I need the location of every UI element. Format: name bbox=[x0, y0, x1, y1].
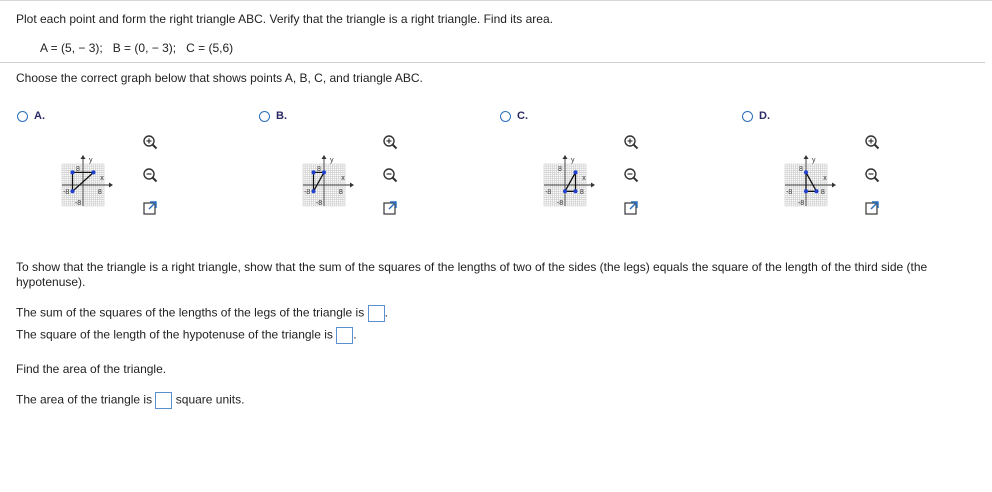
option-b-label: B. bbox=[276, 110, 287, 122]
right-triangle-explanation: To show that the triangle is a right triangle, show that the sum of the squares of the lengths of two of the sides (the legs) equals the square of the length of the third side (the hypotenuse). bbox=[16, 260, 928, 289]
y-min-tick-label: -8 bbox=[556, 199, 564, 207]
triangle-vertex bbox=[815, 189, 819, 193]
triangle-vertex bbox=[71, 189, 75, 193]
sum-legs-row bbox=[16, 305, 388, 322]
magnifier-handle bbox=[634, 145, 638, 149]
magnifier-handle bbox=[153, 178, 157, 182]
point-b: B = (0, − 3); bbox=[112, 41, 177, 55]
triangle-vertex bbox=[312, 170, 316, 174]
x-max-tick-label: 8 bbox=[97, 189, 102, 196]
zoom-in-icon[interactable] bbox=[141, 133, 159, 151]
y-axis-arrow bbox=[81, 155, 86, 159]
y-min-tick-label: -8 bbox=[797, 199, 805, 207]
zoom-in-icon-glyph bbox=[382, 134, 398, 150]
x-axis-arrow bbox=[109, 183, 113, 188]
choose-graph-text: Choose the correct graph below that shows points A, B, C, and triangle ABC. bbox=[16, 71, 423, 85]
popout-icon-glyph bbox=[864, 200, 880, 216]
y-axis-label: y bbox=[812, 157, 816, 164]
area-input[interactable] bbox=[155, 392, 172, 409]
x-axis-label: x bbox=[823, 175, 827, 182]
zoom-out-icon[interactable] bbox=[141, 166, 159, 184]
zoom-in-icon-glyph bbox=[864, 134, 880, 150]
zoom-out-icon-glyph bbox=[623, 167, 639, 183]
magnifier-handle bbox=[875, 145, 879, 149]
y-max-tick-label: 8 bbox=[558, 166, 562, 174]
graph-b bbox=[279, 130, 369, 225]
triangle bbox=[314, 172, 325, 191]
triangle-vertex bbox=[322, 170, 326, 174]
y-max-tick-label: 8 bbox=[317, 166, 321, 174]
sum-legs-label: The sum of the squares of the lengths of the legs of the triangle is bbox=[16, 305, 365, 320]
points-list bbox=[40, 41, 233, 55]
popout-icon[interactable] bbox=[863, 199, 881, 217]
option-a-label: A. bbox=[34, 110, 45, 122]
hypotenuse-input[interactable] bbox=[336, 327, 353, 344]
area-units: square units. bbox=[175, 392, 245, 407]
zoom-in-icon[interactable] bbox=[622, 133, 640, 151]
divider bbox=[0, 62, 985, 63]
x-max-tick-label: 8 bbox=[579, 189, 584, 196]
zoom-out-icon[interactable] bbox=[863, 166, 881, 184]
x-axis-arrow bbox=[350, 183, 354, 188]
option-d[interactable] bbox=[742, 109, 770, 123]
triangle-vertex bbox=[71, 170, 75, 174]
popout-icon[interactable] bbox=[381, 199, 399, 217]
option-c-label: C. bbox=[517, 110, 528, 122]
top-border bbox=[0, 0, 992, 1]
option-c[interactable] bbox=[500, 109, 528, 123]
y-axis-arrow bbox=[563, 155, 568, 159]
zoom-in-icon-glyph bbox=[623, 134, 639, 150]
magnifier-handle bbox=[634, 178, 638, 182]
question-instruction: Plot each point and form the right triangle ABC. Verify that the triangle is a right triangle. Find its area. bbox=[16, 12, 553, 26]
y-axis-arrow bbox=[322, 155, 327, 159]
triangle-vertex bbox=[804, 189, 808, 193]
radio-d[interactable] bbox=[742, 111, 753, 122]
triangle-vertex bbox=[574, 189, 578, 193]
sum-legs-input[interactable] bbox=[368, 305, 385, 322]
radio-b[interactable] bbox=[259, 111, 270, 122]
y-axis-arrow bbox=[804, 155, 809, 159]
popout-icon-glyph bbox=[382, 200, 398, 216]
hypotenuse-label: The square of the length of the hypotenuse of the triangle is bbox=[16, 327, 333, 342]
area-label: The area of the triangle is bbox=[16, 392, 153, 407]
triangle-vertex bbox=[563, 189, 567, 193]
zoom-in-icon-glyph bbox=[142, 134, 158, 150]
popout-icon[interactable] bbox=[141, 199, 159, 217]
magnifier-handle bbox=[393, 145, 397, 149]
x-axis-arrow bbox=[591, 183, 595, 188]
option-a[interactable] bbox=[17, 109, 45, 123]
triangle bbox=[565, 172, 576, 191]
zoom-in-icon[interactable] bbox=[381, 133, 399, 151]
magnifier-handle bbox=[153, 145, 157, 149]
x-min-tick-label: -8 bbox=[63, 189, 70, 196]
magnifier-handle bbox=[875, 178, 879, 182]
radio-a[interactable] bbox=[17, 111, 28, 122]
zoom-out-icon[interactable] bbox=[622, 166, 640, 184]
triangle-vertex bbox=[574, 170, 578, 174]
popout-icon[interactable] bbox=[622, 199, 640, 217]
point-c: C = (5,6) bbox=[186, 41, 234, 55]
magnifier-handle bbox=[393, 178, 397, 182]
y-min-tick-label: -8 bbox=[315, 199, 323, 207]
popout-icon-glyph bbox=[623, 200, 639, 216]
x-min-tick-label: -8 bbox=[786, 189, 793, 196]
radio-c[interactable] bbox=[500, 111, 511, 122]
x-max-tick-label: 8 bbox=[338, 189, 343, 196]
y-axis-label: y bbox=[571, 157, 575, 164]
x-min-tick-label: -8 bbox=[545, 189, 552, 196]
popout-icon-glyph bbox=[142, 200, 158, 216]
sum-legs-period: . bbox=[384, 305, 388, 320]
x-min-tick-label: -8 bbox=[304, 189, 311, 196]
find-area-text: Find the area of the triangle. bbox=[16, 362, 167, 376]
option-d-label: D. bbox=[759, 110, 770, 122]
x-axis-label: x bbox=[582, 175, 586, 182]
triangle-vertex bbox=[804, 170, 808, 174]
y-min-tick-label: -8 bbox=[74, 199, 82, 207]
area-row bbox=[16, 392, 244, 409]
y-axis-label: y bbox=[89, 157, 93, 164]
x-axis-arrow bbox=[832, 183, 836, 188]
x-axis-label: x bbox=[341, 175, 345, 182]
hypotenuse-row bbox=[16, 327, 357, 344]
triangle-vertex bbox=[92, 170, 96, 174]
triangle bbox=[806, 172, 817, 191]
y-axis-label: y bbox=[330, 157, 334, 164]
y-max-tick-label: 8 bbox=[76, 166, 80, 174]
graph-a bbox=[38, 130, 128, 225]
zoom-out-icon-glyph bbox=[142, 167, 158, 183]
graph-c bbox=[520, 130, 610, 225]
zoom-in-icon[interactable] bbox=[863, 133, 881, 151]
x-axis-label: x bbox=[100, 175, 104, 182]
zoom-out-icon-glyph bbox=[864, 167, 880, 183]
option-b[interactable] bbox=[259, 109, 287, 123]
hypotenuse-period: . bbox=[353, 327, 357, 342]
point-a: A = (5, − 3); bbox=[40, 41, 103, 55]
y-max-tick-label: 8 bbox=[799, 166, 803, 174]
zoom-out-icon[interactable] bbox=[381, 166, 399, 184]
zoom-out-icon-glyph bbox=[382, 167, 398, 183]
x-max-tick-label: 8 bbox=[820, 189, 825, 196]
triangle-vertex bbox=[312, 189, 316, 193]
graph-d bbox=[761, 130, 851, 225]
